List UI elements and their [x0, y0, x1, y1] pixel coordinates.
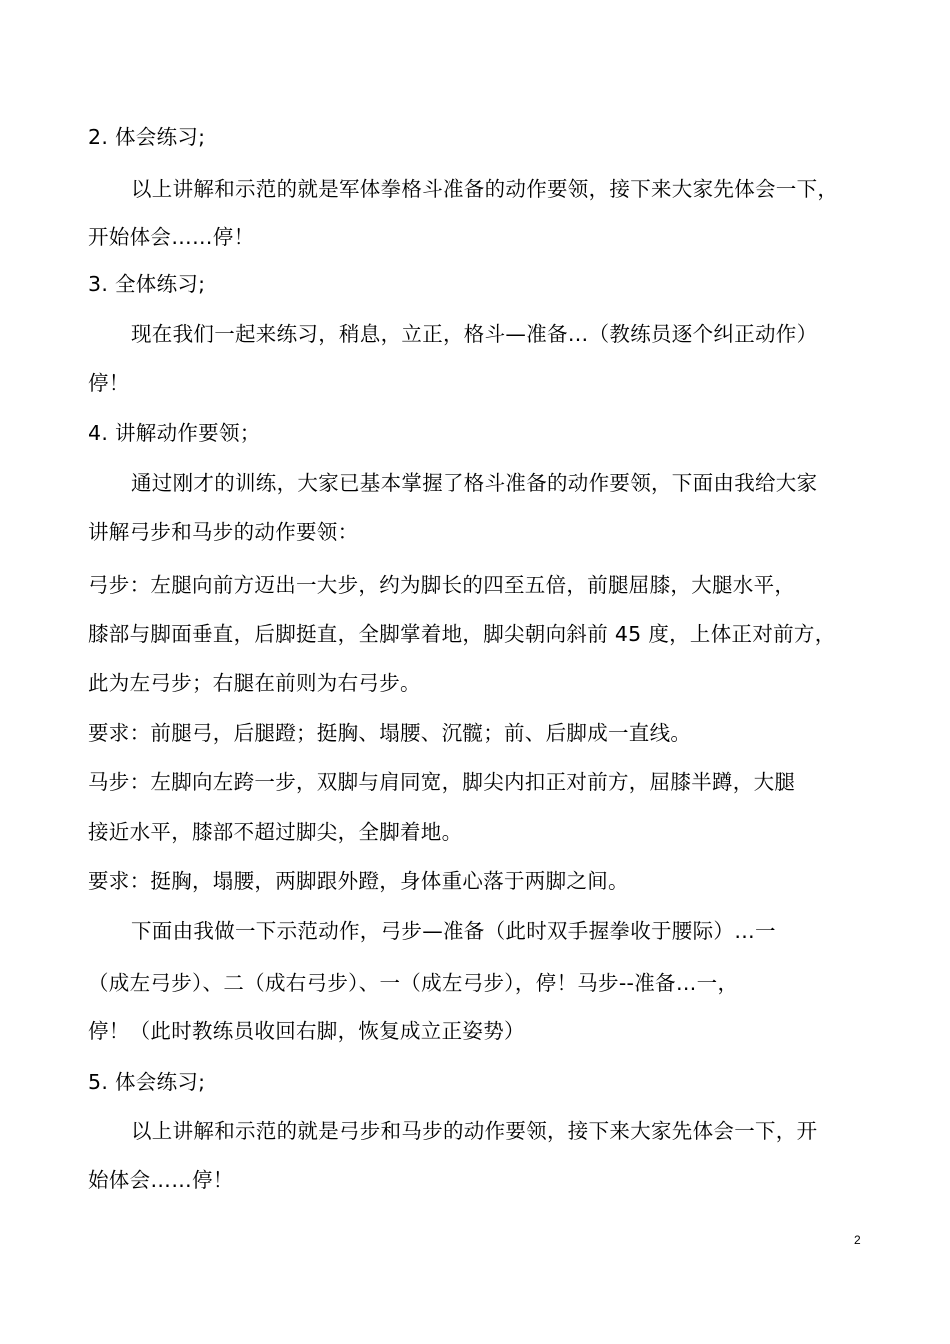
paragraph-line: 膝部与脚面垂直，后脚挺直，全脚掌着地，脚尖朝向斜前 45 度，上体正对前方，: [88, 622, 836, 646]
paragraph-line: （成左弓步）、二（成右弓步）、一（成左弓步），停！马步--准备…一，: [88, 971, 739, 995]
paragraph-line: 接近水平，膝部不超过脚尖，全脚着地。: [88, 820, 463, 844]
paragraph-line: 通过刚才的训练，大家已基本掌握了格斗准备的动作要领，下面由我给大家: [131, 471, 818, 495]
paragraph-line: 下面由我做一下示范动作，弓步—准备（此时双手握拳收于腰际）…一: [131, 919, 776, 943]
paragraph-line: 停！: [88, 371, 130, 395]
paragraph-line: 始体会……停！: [88, 1168, 234, 1192]
heading-4: 4. 讲解动作要领；: [88, 421, 261, 445]
paragraph-line: 停！（此时教练员收回右脚，恢复成立正姿势）: [88, 1019, 525, 1043]
heading-3: 3. 全体练习;: [88, 272, 206, 296]
paragraph-line: 讲解弓步和马步的动作要领：: [88, 520, 359, 544]
paragraph-line: 现在我们一起来练习，稍息，立正，格斗—准备…（教练员逐个纠正动作）: [131, 322, 818, 346]
paragraph-line: 以上讲解和示范的就是军体拳格斗准备的动作要领，接下来大家先体会一下，: [131, 177, 839, 201]
page-number: 2: [854, 1233, 861, 1247]
paragraph-line: 要求：前腿弓，后腿蹬；挺胸、塌腰、沉髋；前、后脚成一直线。: [88, 721, 692, 745]
paragraph-line: 此为左弓步；右腿在前则为右弓步。: [88, 671, 421, 695]
paragraph-line: 弓步：左腿向前方迈出一大步，约为脚长的四至五倍，前腿屈膝，大腿水平，: [88, 573, 796, 597]
heading-2: 2. 体会练习;: [88, 125, 206, 149]
paragraph-line: 开始体会……停！: [88, 225, 255, 249]
paragraph-line: 以上讲解和示范的就是弓步和马步的动作要领，接下来大家先体会一下，开: [131, 1119, 818, 1143]
paragraph-line: 马步：左脚向左跨一步，双脚与肩同宽，脚尖内扣正对前方，屈膝半蹲，大腿: [88, 770, 796, 794]
paragraph-line: 要求：挺胸，塌腰，两脚跟外蹬，身体重心落于两脚之间。: [88, 869, 629, 893]
heading-5: 5. 体会练习;: [88, 1070, 206, 1094]
